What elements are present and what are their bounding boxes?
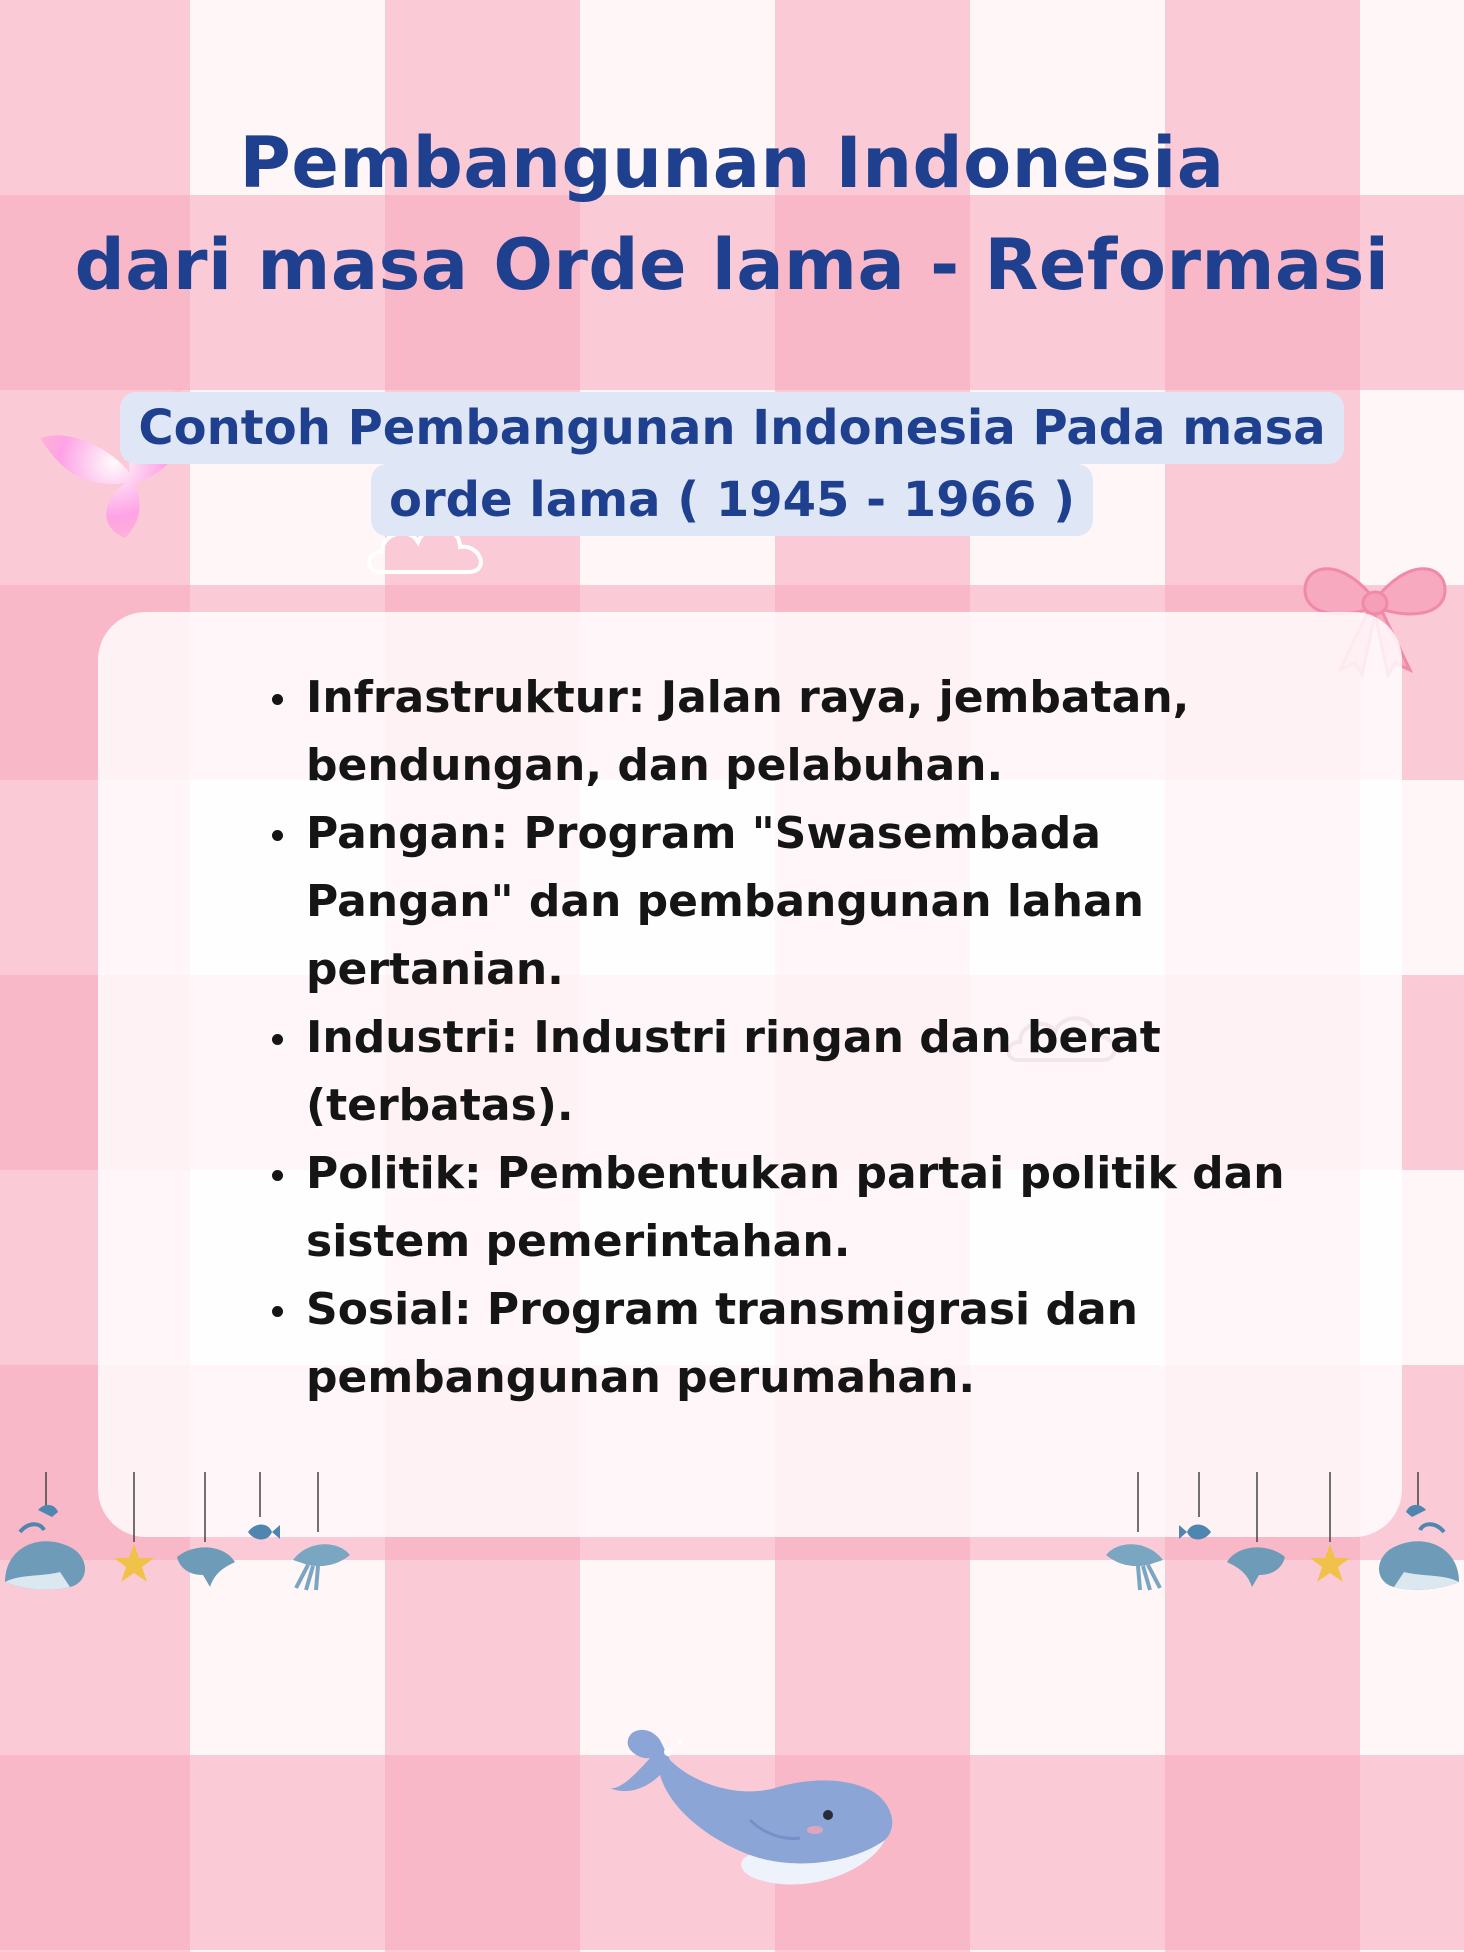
bullet-icon xyxy=(272,1306,283,1317)
sea-creatures-right xyxy=(1094,1472,1464,1612)
whale-icon xyxy=(600,1720,910,1940)
dolphin-icon xyxy=(177,1547,235,1587)
list-item xyxy=(268,1004,1308,1140)
sea-creatures-left xyxy=(0,1472,370,1612)
whale-icon xyxy=(5,1505,85,1590)
list-item-text: Politik: Pembentukan partai politik dan sistem pemerintahan. xyxy=(306,1148,1285,1267)
list-item-text: Sosial: Program transmigrasi dan pembangunan perumahan. xyxy=(306,1284,1138,1403)
fish-icon xyxy=(1179,1525,1211,1540)
bullet-icon xyxy=(272,1170,283,1181)
subtitle xyxy=(0,392,1464,536)
bullet-icon xyxy=(272,694,283,705)
subtitle-line-2: orde lama ( 1945 - 1966 ) xyxy=(371,464,1093,536)
page-title xyxy=(0,112,1464,316)
starfish-icon xyxy=(1310,1544,1350,1582)
whale-icon xyxy=(1379,1505,1459,1590)
list-item-text: Infrastruktur: Jalan raya, jembatan, bendungan, dan pelabuhan. xyxy=(306,672,1190,791)
bullet-icon xyxy=(272,1034,283,1045)
bullet-icon xyxy=(272,830,283,841)
development-list xyxy=(268,664,1308,1412)
list-item xyxy=(268,664,1308,800)
list-item-text: Industri: Industri ringan dan berat (terbatas). xyxy=(306,1012,1161,1131)
list-item xyxy=(268,1276,1308,1412)
title-line-1: Pembangunan Indonesia xyxy=(239,122,1225,204)
starfish-icon xyxy=(114,1544,154,1582)
list-item xyxy=(268,1140,1308,1276)
squid-icon xyxy=(293,1544,350,1590)
dolphin-icon xyxy=(1227,1547,1285,1587)
list-item xyxy=(268,800,1308,1004)
squid-icon xyxy=(1106,1544,1163,1590)
subtitle-line-1: Contoh Pembangunan Indonesia Pada masa xyxy=(120,392,1343,464)
fish-icon xyxy=(248,1525,280,1540)
title-line-2: dari masa Orde lama - Reformasi xyxy=(74,224,1390,306)
list-item-text: Pangan: Program "Swasembada Pangan" dan pembangunan lahan pertanian. xyxy=(306,808,1144,995)
